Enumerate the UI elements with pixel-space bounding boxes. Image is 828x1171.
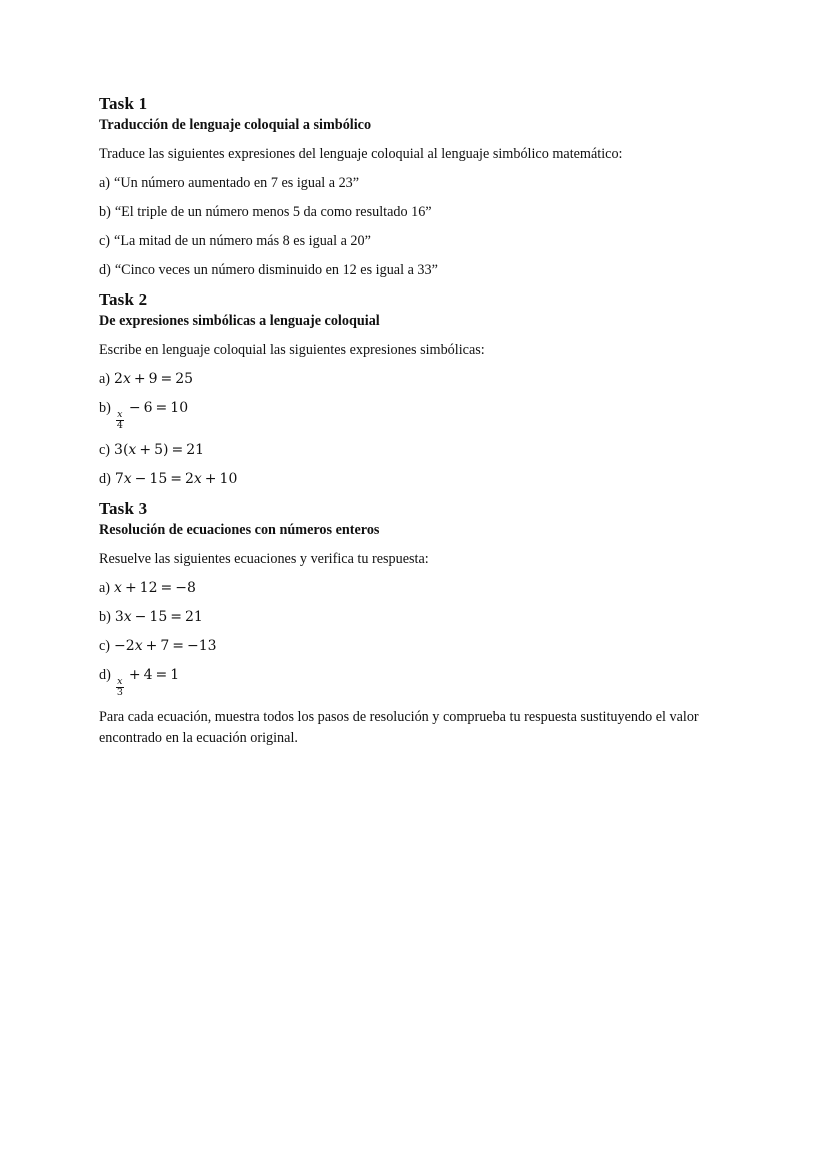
document-content [99, 93, 731, 749]
task-intro: Resuelve las siguientes ecuaciones y verifica tu respuesta: [99, 551, 429, 567]
task-item [99, 261, 731, 280]
item-label: a) [99, 175, 111, 191]
task-title: Task 3 [99, 499, 148, 518]
task-title: Task 1 [99, 94, 148, 113]
math-expression: 3(x + 5) = 21 [114, 442, 205, 458]
item-label: b) [99, 204, 111, 220]
task-title: Task 2 [99, 290, 148, 309]
task-item [99, 637, 731, 656]
math-expression: $\frac{x}{3}$ + 4 = 1 [116, 667, 180, 698]
task-item [99, 174, 731, 193]
task-item [99, 399, 731, 431]
math-expression: 2x + 9 = 25 [114, 371, 194, 387]
task-item [99, 608, 731, 627]
task-subtitle: De expresiones simbólicas a lenguaje coloquial [99, 313, 380, 329]
fraction: $\frac{x}{4}$ [116, 409, 123, 431]
item-text: “Cinco veces un número disminuido en 12 es igual a 33” [114, 262, 438, 278]
closing-instructions: Para cada ecuación, muestra todos los pasos de resolución y comprueba tu respuesta sustituyendo el valor encontrado en la ecuación original. [99, 709, 699, 746]
item-label: a) [99, 371, 111, 387]
task-intro: Escribe en lenguaje coloquial las siguientes expresiones simbólicas: [99, 342, 485, 358]
task-item [99, 370, 731, 389]
item-label: b) [99, 609, 111, 625]
task-item [99, 579, 731, 598]
item-label: d) [99, 262, 111, 278]
item-label: d) [99, 471, 111, 487]
task-item [99, 232, 731, 251]
item-label: d) [99, 667, 111, 683]
math-expression: −2x + 7 = −13 [114, 638, 217, 654]
item-label: a) [99, 580, 111, 596]
math-expression: $\frac{x}{4}$ − 6 = 10 [116, 400, 189, 431]
task-3-section [99, 498, 731, 749]
task-subtitle: Resolución de ecuaciones con números enteros [99, 522, 380, 538]
task-item [99, 470, 731, 489]
math-expression: 7x − 15 = 2x + 10 [114, 471, 238, 487]
task-1-section [99, 93, 731, 280]
task-item [99, 666, 731, 698]
item-label: c) [99, 638, 111, 654]
task-item [99, 203, 731, 222]
task-2-section [99, 289, 731, 489]
item-text: “El triple de un número menos 5 da como resultado 16” [114, 204, 432, 220]
math-expression: 3x − 15 = 21 [114, 609, 203, 625]
task-subtitle: Traducción de lenguaje coloquial a simbólico [99, 117, 372, 133]
item-text: “Un número aumentado en 7 es igual a 23” [114, 175, 360, 191]
math-expression: x + 12 = −8 [114, 580, 196, 596]
item-label: c) [99, 233, 111, 249]
item-label: c) [99, 442, 111, 458]
task-intro: Traduce las siguientes expresiones del lenguaje coloquial al lenguaje simbólico matemático: [99, 146, 623, 162]
item-label: b) [99, 400, 111, 416]
fraction: $\frac{x}{3}$ [116, 676, 123, 698]
item-text: “La mitad de un número más 8 es igual a 20” [114, 233, 371, 249]
task-item [99, 441, 731, 460]
